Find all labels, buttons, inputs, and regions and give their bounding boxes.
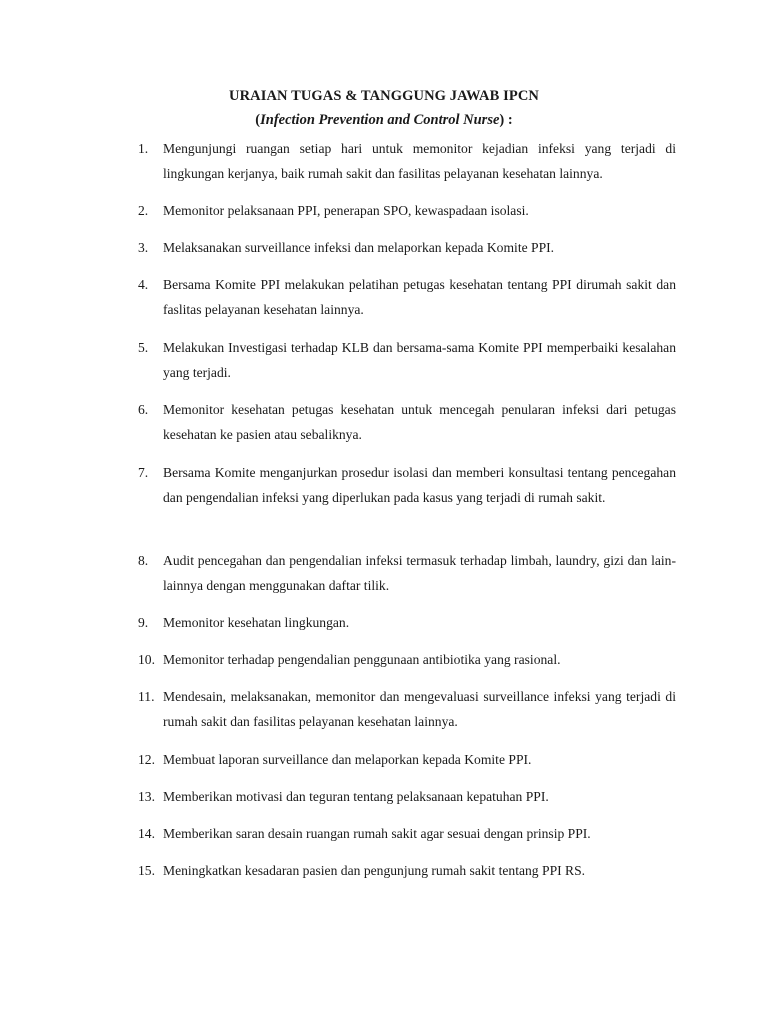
list-item-text: Memonitor pelaksanaan PPI, penerapan SPO, kewaspadaan isolasi. bbox=[163, 203, 529, 218]
list-item-number: 11. bbox=[138, 689, 155, 704]
list-item-number: 14. bbox=[138, 826, 155, 841]
list-item-text: Memberikan saran desain ruangan rumah sakit agar sesuai dengan prinsip PPI. bbox=[163, 826, 591, 841]
subtitle-italic: Infection Prevention and Control Nurse bbox=[260, 112, 500, 128]
subtitle-close: ) : bbox=[499, 112, 513, 128]
list-item-text: Mengunjungi ruangan setiap hari untuk memonitor kejadian infeksi yang terjadi di lingkungan kerjanya, baik rumah sakit dan fasilitas pelayanan kesehatan lainnya. bbox=[163, 141, 676, 181]
list-item bbox=[138, 784, 676, 809]
list-item-number: 4. bbox=[138, 277, 149, 292]
list-item-text: Mendesain, melaksanakan, memonitor dan mengevaluasi surveillance infeksi yang terjadi di rumah sakit dan fasilitas pelayanan kesehatan lainnya. bbox=[163, 689, 676, 729]
list-item-text: Bersama Komite PPI melakukan pelatihan petugas kesehatan tentang PPI dirumah sakit dan faslitas pelayanan kesehatan lainnya. bbox=[163, 277, 676, 317]
list-item-number: 3. bbox=[138, 240, 149, 255]
document-title: URAIAN TUGAS & TANGGUNG JAWAB IPCN bbox=[229, 88, 539, 104]
list-item-number: 5. bbox=[138, 340, 149, 355]
list-item bbox=[138, 335, 676, 385]
list-item-number: 10. bbox=[138, 652, 155, 667]
list-item bbox=[138, 821, 676, 846]
subtitle-open: ( bbox=[255, 112, 261, 128]
list-item-text: Melaksanakan surveillance infeksi dan melaporkan kepada Komite PPI. bbox=[163, 240, 555, 255]
list-item bbox=[138, 747, 676, 772]
list-item-text: Memonitor kesehatan petugas kesehatan untuk mencegah penularan infeksi dari petugas kesehatan ke pasien atau sebaliknya. bbox=[163, 402, 676, 442]
list-item-number: 15. bbox=[138, 863, 155, 878]
list-item-number: 12. bbox=[138, 752, 155, 767]
list-item-text: Audit pencegahan dan pengendalian infeksi termasuk terhadap limbah, laundry, gizi dan lain-lainnya dengan menggunakan daftar tilik. bbox=[163, 553, 676, 593]
list-item bbox=[138, 548, 676, 598]
list-item-number: 7. bbox=[138, 465, 149, 480]
list-item-text: Memberikan motivasi dan teguran tentang pelaksanaan kepatuhan PPI. bbox=[163, 789, 549, 804]
list-item bbox=[138, 647, 676, 672]
document-subtitle bbox=[0, 110, 768, 130]
list-item-text: Memonitor kesehatan lingkungan. bbox=[163, 615, 350, 630]
list-item-text: Melakukan Investigasi terhadap KLB dan bersama-sama Komite PPI memperbaiki kesalahan yang terjadi. bbox=[163, 340, 676, 380]
list-item-number: 1. bbox=[138, 141, 149, 156]
list-item bbox=[138, 397, 676, 447]
list-item-number: 2. bbox=[138, 203, 149, 218]
list-item bbox=[138, 136, 676, 186]
list-item bbox=[138, 858, 676, 883]
list-item-text: Bersama Komite menganjurkan prosedur isolasi dan memberi konsultasi tentang pencegahan dan pengendalian infeksi yang diperlukan pada kasus yang terjadi di rumah sakit. bbox=[163, 465, 676, 505]
list-item bbox=[138, 460, 676, 510]
list-item-number: 9. bbox=[138, 615, 149, 630]
list-item-text: Memonitor terhadap pengendalian penggunaan antibiotika yang rasional. bbox=[163, 652, 561, 667]
list-item bbox=[138, 272, 676, 322]
list-item-text: Meningkatkan kesadaran pasien dan pengunjung rumah sakit tentang PPI RS. bbox=[163, 863, 586, 878]
list-item bbox=[138, 684, 676, 734]
list-item-number: 6. bbox=[138, 402, 149, 417]
list-item bbox=[138, 198, 676, 223]
list-item bbox=[138, 610, 676, 635]
list-item-number: 13. bbox=[138, 789, 155, 804]
list-item-number: 8. bbox=[138, 553, 149, 568]
list-item bbox=[138, 235, 676, 260]
list-item-text: Membuat laporan surveillance dan melaporkan kepada Komite PPI. bbox=[163, 752, 532, 767]
